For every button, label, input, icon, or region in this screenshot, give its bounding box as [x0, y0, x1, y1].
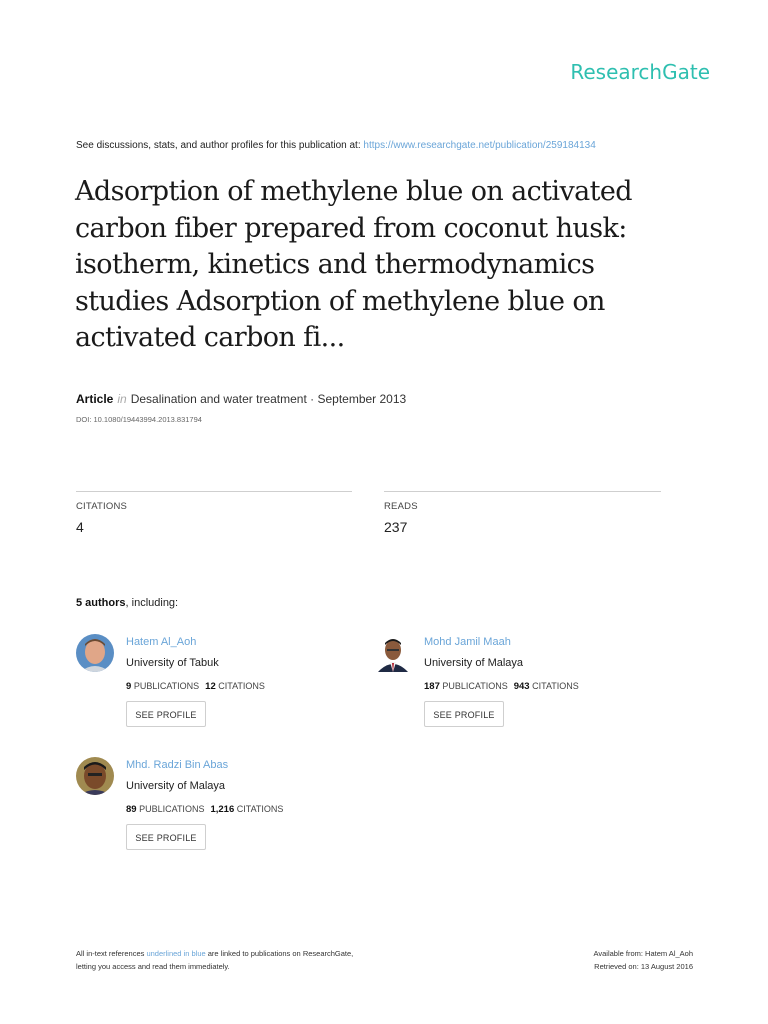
- discussions-line: [76, 140, 596, 151]
- publication-type: Article: [76, 392, 114, 406]
- citations-label: CITATIONS: [532, 681, 579, 691]
- retrieved-on: Retrieved on: 13 August 2016: [594, 962, 693, 971]
- citations-value: 4: [76, 519, 84, 535]
- author-name[interactable]: Mohd Jamil Maah: [424, 636, 511, 648]
- citations-count: 1,216: [210, 804, 235, 815]
- author-name[interactable]: Hatem Al_Aoh: [126, 636, 197, 648]
- authors-count: 5 authors: [76, 597, 126, 609]
- citations-label: CITATIONS: [218, 681, 265, 691]
- footer-availability: [480, 947, 693, 973]
- publications-count: 9: [126, 681, 132, 692]
- author-stats: [126, 804, 283, 815]
- publications-label: PUBLICATIONS: [139, 804, 205, 814]
- author-institution: University of Malaya: [126, 780, 226, 792]
- available-from: Available from: Hatem Al_Aoh: [593, 949, 693, 958]
- avatar[interactable]: [76, 634, 114, 672]
- in-word: in: [117, 392, 127, 406]
- citations-count: 943: [513, 681, 530, 692]
- journal-date[interactable]: Desalination and water treatment · September 2013: [130, 392, 407, 406]
- author-card: [76, 757, 366, 867]
- reads-divider: [384, 491, 661, 492]
- footer-text-line2: letting you access and read them immediately.: [76, 962, 230, 971]
- see-profile-button[interactable]: SEE PROFILE: [424, 701, 504, 727]
- footer-text-before: All in-text references: [76, 949, 147, 958]
- publications-count: 89: [126, 804, 137, 815]
- author-stats: [126, 681, 265, 692]
- author-card: [76, 634, 366, 744]
- author-name[interactable]: Mhd. Radzi Bin Abas: [126, 759, 229, 771]
- author-institution: University of Malaya: [424, 657, 524, 669]
- footer-note: [76, 947, 353, 973]
- citations-label: CITATIONS: [76, 501, 128, 512]
- publication-meta: [76, 392, 406, 406]
- citations-label: CITATIONS: [236, 804, 284, 814]
- see-profile-button[interactable]: SEE PROFILE: [126, 824, 206, 850]
- reads-label: READS: [384, 501, 418, 512]
- reads-value: 237: [384, 519, 408, 535]
- author-institution: University of Tabuk: [126, 657, 219, 669]
- see-profile-button[interactable]: SEE PROFILE: [126, 701, 206, 727]
- doi: DOI: 10.1080/19443994.2013.831794: [76, 415, 202, 424]
- footer-highlight: underlined in blue: [146, 949, 206, 958]
- footer-text-after: are linked to publications on ResearchGate,: [205, 949, 354, 958]
- citations-divider: [76, 491, 352, 492]
- avatar[interactable]: [374, 634, 412, 672]
- discussions-text: See discussions, stats, and author profiles for this publication at:: [76, 140, 364, 151]
- author-card: [374, 634, 664, 744]
- publication-link[interactable]: https://www.researchgate.net/publication/259184134: [363, 140, 596, 151]
- publications-label: PUBLICATIONS: [133, 681, 200, 691]
- avatar[interactable]: [76, 757, 114, 795]
- citations-count: 12: [205, 681, 216, 692]
- author-stats: [424, 681, 579, 692]
- authors-suffix: , including:: [125, 597, 179, 609]
- researchgate-logo[interactable]: ResearchGate: [570, 60, 710, 84]
- authors-heading: [76, 597, 178, 609]
- publication-title: Adsorption of methylene blue on activated carbon fiber prepared from coconut husk: isotherm, kinetics and thermodynamics studies Adsorption of methylene blue on activated carbon fi...: [75, 176, 632, 353]
- publications-count: 187: [424, 681, 440, 692]
- publications-label: PUBLICATIONS: [442, 681, 508, 691]
